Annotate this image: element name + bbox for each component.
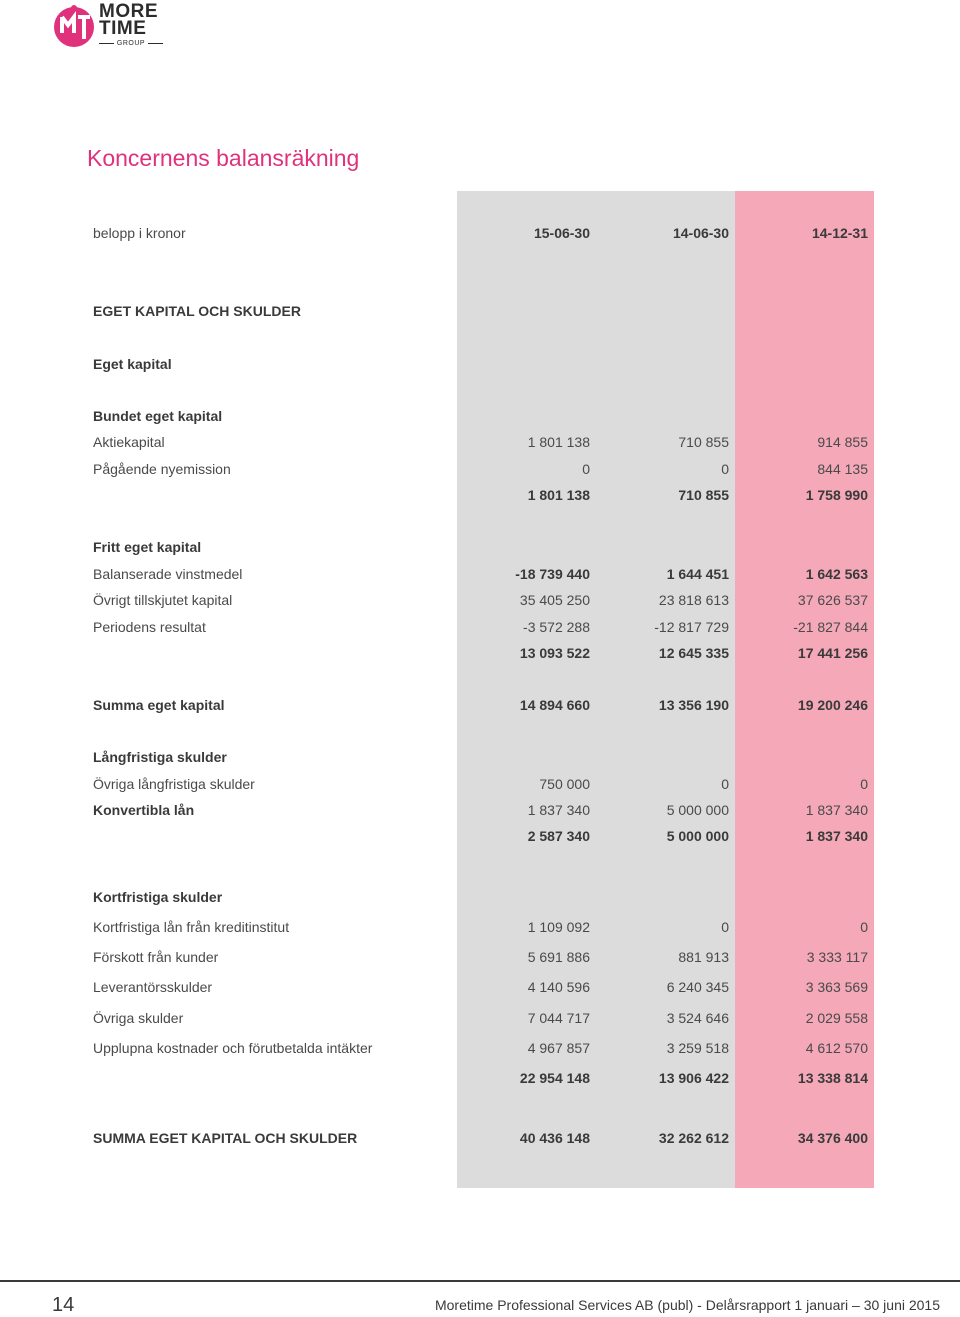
value-15-06-30: 1 837 340 xyxy=(527,802,590,818)
page-number: 14 xyxy=(52,1294,75,1316)
row-label: Kortfristiga skulder xyxy=(93,889,223,905)
row-label: Övriga långfristiga skulder xyxy=(93,776,255,792)
table-row xyxy=(0,947,960,967)
value-15-06-30: 0 xyxy=(582,461,590,477)
value-14-06-30: 881 913 xyxy=(678,949,729,965)
value-14-06-30: -12 817 729 xyxy=(654,619,729,635)
row-label: SUMMA EGET KAPITAL OCH SKULDER xyxy=(93,1130,358,1146)
column-header-1: 15-06-30 xyxy=(533,225,590,241)
value-15-06-30: 5 691 886 xyxy=(527,949,590,965)
value-14-12-31: 914 855 xyxy=(817,434,868,450)
row-label: Övrigt tillskjutet kapital xyxy=(93,592,233,608)
value-15-06-30: 1 801 138 xyxy=(527,487,590,503)
page-title: Koncernens balansräkning xyxy=(87,145,360,171)
value-14-06-30: 12 645 335 xyxy=(658,645,729,661)
row-label: EGET KAPITAL OCH SKULDER xyxy=(93,303,301,319)
value-14-06-30: 13 906 422 xyxy=(658,1070,729,1086)
row-label: Övriga skulder xyxy=(93,1010,184,1026)
row-label: Konvertibla lån xyxy=(93,802,195,818)
value-15-06-30: 1 801 138 xyxy=(527,434,590,450)
value-14-06-30: 32 262 612 xyxy=(658,1130,729,1146)
value-14-12-31: 1 642 563 xyxy=(805,566,868,582)
row-label: Långfristiga skulder xyxy=(93,749,227,765)
value-14-12-31: 844 135 xyxy=(817,461,868,477)
table-row xyxy=(0,695,960,715)
table-row xyxy=(0,977,960,997)
value-15-06-30: 4 967 857 xyxy=(527,1040,590,1056)
value-14-12-31: 1 837 340 xyxy=(805,802,868,818)
table-header-row xyxy=(0,223,960,243)
value-14-06-30: 710 855 xyxy=(678,487,729,503)
value-14-12-31: 0 xyxy=(860,919,868,935)
value-14-12-31: 0 xyxy=(860,776,868,792)
value-15-06-30: 1 109 092 xyxy=(527,919,590,935)
value-15-06-30: 22 954 148 xyxy=(519,1070,590,1086)
value-14-06-30: 5 000 000 xyxy=(666,828,729,844)
value-14-12-31: 3 333 117 xyxy=(806,949,868,965)
value-15-06-30: -18 739 440 xyxy=(515,566,590,582)
value-14-12-31: 19 200 246 xyxy=(797,697,868,713)
table-row xyxy=(0,537,960,557)
value-14-12-31: 3 363 569 xyxy=(805,979,868,995)
value-15-06-30: 13 093 522 xyxy=(519,645,590,661)
value-14-06-30: 23 818 613 xyxy=(658,592,729,608)
value-14-06-30: 1 644 451 xyxy=(666,566,729,582)
value-14-12-31: 4 612 570 xyxy=(805,1040,868,1056)
row-label: Aktiekapital xyxy=(93,434,165,450)
logo-group-label xyxy=(99,40,163,47)
table-row xyxy=(0,432,960,452)
value-14-06-30: 5 000 000 xyxy=(666,802,729,818)
table-row xyxy=(0,643,960,663)
row-label: Upplupna kostnader och förutbetalda intäkter xyxy=(93,1040,373,1056)
row-label: Balanserade vinstmedel xyxy=(93,566,243,582)
table-row xyxy=(0,459,960,479)
value-14-06-30: 0 xyxy=(721,919,729,935)
value-14-12-31: 37 626 537 xyxy=(797,592,868,608)
value-14-12-31: -21 827 844 xyxy=(793,619,868,635)
company-logo xyxy=(52,3,164,51)
value-14-06-30: 710 855 xyxy=(678,434,729,450)
value-15-06-30: 750 000 xyxy=(539,776,590,792)
value-15-06-30: 2 587 340 xyxy=(527,828,590,844)
value-14-06-30: 6 240 345 xyxy=(666,979,729,995)
value-14-12-31: 17 441 256 xyxy=(797,645,868,661)
value-14-12-31: 1 837 340 xyxy=(805,828,868,844)
table-row xyxy=(0,485,960,505)
value-14-12-31: 34 376 400 xyxy=(797,1130,868,1146)
footer-text: Moretime Professional Services AB (publ) - Delårsrapport 1 januari – 30 juni 2015 xyxy=(434,1297,940,1313)
row-label: Bundet eget kapital xyxy=(93,408,223,424)
unit-label: belopp i kronor xyxy=(93,225,186,241)
table-row xyxy=(0,1038,960,1058)
table-row xyxy=(0,354,960,374)
logo-wordmark xyxy=(99,3,158,37)
table-row xyxy=(0,406,960,426)
moretime-logo-icon xyxy=(52,3,96,47)
logo-group-text: GROUP xyxy=(116,40,146,47)
table-row xyxy=(0,1128,960,1148)
value-14-12-31: 1 758 990 xyxy=(805,487,868,503)
value-15-06-30: 35 405 250 xyxy=(519,592,590,608)
table-row xyxy=(0,617,960,637)
table-row xyxy=(0,800,960,820)
value-15-06-30: 7 044 717 xyxy=(527,1010,590,1026)
logo-line-1: MORE xyxy=(99,1,158,22)
table-row xyxy=(0,917,960,937)
value-15-06-30: 40 436 148 xyxy=(519,1130,590,1146)
column-header-2: 14-06-30 xyxy=(672,225,729,241)
table-row xyxy=(0,590,960,610)
table-row xyxy=(0,564,960,584)
table-row xyxy=(0,301,960,321)
row-label: Kortfristiga lån från kreditinstitut xyxy=(93,919,290,935)
row-label: Summa eget kapital xyxy=(93,697,225,713)
value-15-06-30: -3 572 288 xyxy=(523,619,590,635)
value-14-12-31: 2 029 558 xyxy=(805,1010,868,1026)
row-label: Leverantörsskulder xyxy=(93,979,213,995)
table-row xyxy=(0,1068,960,1088)
row-label: Eget kapital xyxy=(93,356,172,372)
value-15-06-30: 4 140 596 xyxy=(527,979,590,995)
table-row xyxy=(0,887,960,907)
value-14-06-30: 3 524 646 xyxy=(666,1010,729,1026)
row-label: Förskott från kunder xyxy=(93,949,219,965)
row-label: Fritt eget kapital xyxy=(93,539,202,555)
footer-divider xyxy=(0,1280,960,1282)
value-14-06-30: 0 xyxy=(721,776,729,792)
table-row xyxy=(0,826,960,846)
table-row xyxy=(0,1008,960,1028)
table-row xyxy=(0,747,960,767)
logo-line-2: TIME xyxy=(99,18,147,39)
value-14-06-30: 3 259 518 xyxy=(666,1040,729,1056)
value-14-12-31: 13 338 814 xyxy=(797,1070,868,1086)
value-14-06-30: 13 356 190 xyxy=(658,697,729,713)
value-14-06-30: 0 xyxy=(721,461,729,477)
value-15-06-30: 14 894 660 xyxy=(519,697,590,713)
row-label: Pågående nyemission xyxy=(93,461,231,477)
row-label: Periodens resultat xyxy=(93,619,206,635)
table-row xyxy=(0,774,960,794)
column-header-3: 14-12-31 xyxy=(811,225,868,241)
